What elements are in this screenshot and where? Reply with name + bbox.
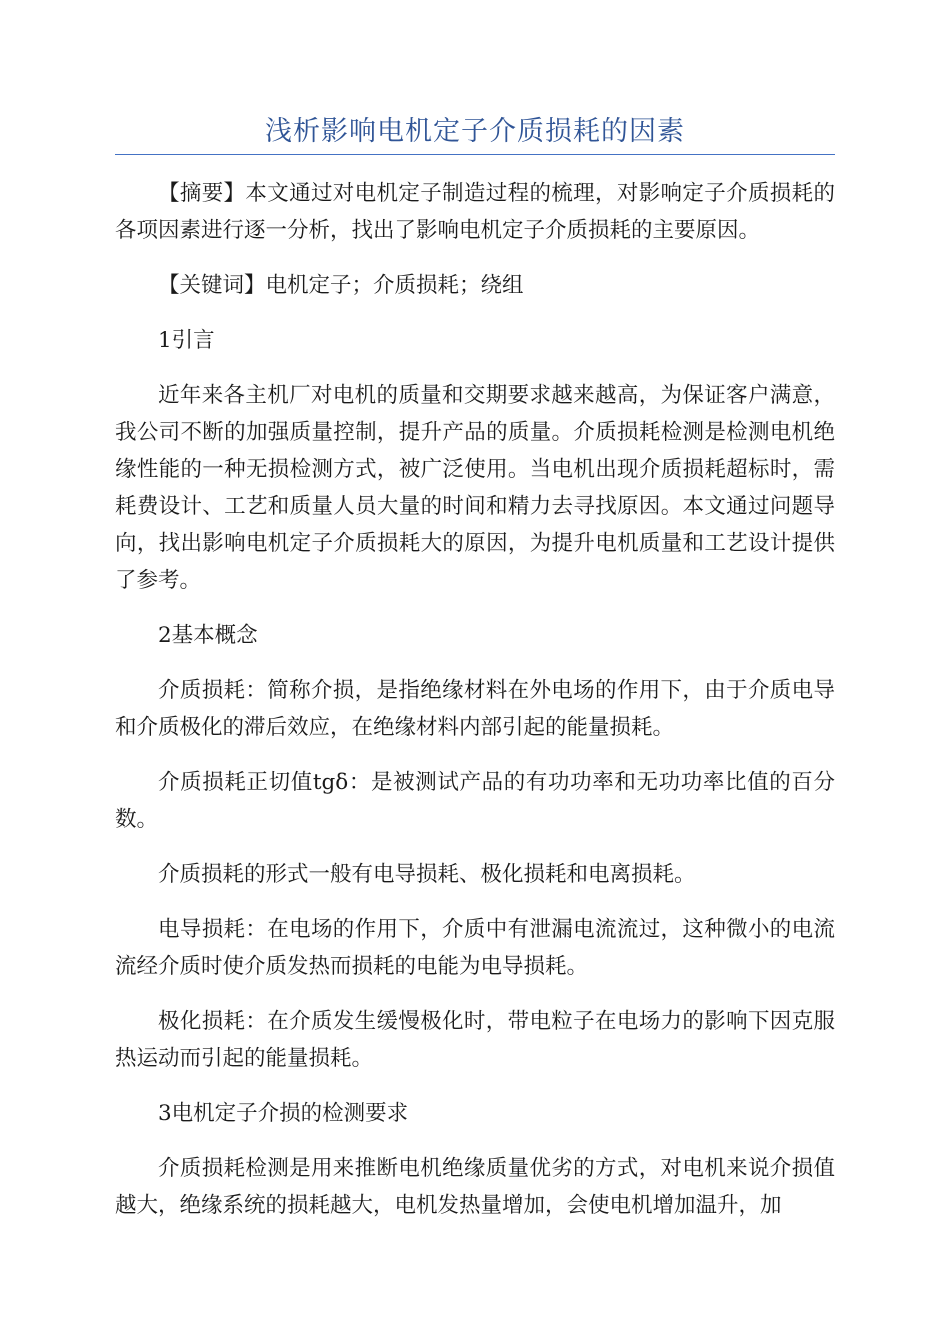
body-paragraph: 介质损耗正切值tgδ：是被测试产品的有功功率和无功功率比值的百分数。 bbox=[115, 770, 835, 832]
body-paragraph: 介质损耗：简称介损，是指绝缘材料在外电场的作用下，由于介质电导和介质极化的滞后效应，在绝缘材料内部引起的能量损耗。 bbox=[115, 678, 835, 740]
abstract-paragraph: 【摘要】本文通过对电机定子制造过程的梳理，对影响定子介质损耗的各项因素进行逐一分析，找出了影响电机定子介质损耗的主要原因。 bbox=[115, 181, 835, 243]
keywords-paragraph: 【关键词】电机定子；介质损耗；绕组 bbox=[158, 273, 524, 298]
section-heading-detection-requirements: 3电机定子介损的检测要求 bbox=[158, 1101, 409, 1126]
document-title: 浅析影响电机定子介质损耗的因素 bbox=[265, 116, 685, 147]
body-paragraph: 电导损耗：在电场的作用下，介质中有泄漏电流流过，这种微小的电流流经介质时使介质发热而损耗的电能为电导损耗。 bbox=[115, 917, 835, 979]
document-body bbox=[115, 175, 835, 1242]
section-heading-basic-concepts: 2基本概念 bbox=[158, 623, 258, 648]
body-paragraph: 介质损耗的形式一般有电导损耗、极化损耗和电离损耗。 bbox=[158, 862, 696, 887]
body-paragraph: 近年来各主机厂对电机的质量和交期要求越来越高，为保证客户满意，我公司不断的加强质量控制，提升产品的质量。介质损耗检测是检测电机绝缘性能的一种无损检测方式，被广泛使用。当电机出现介质损耗超标时，需耗费设计、工艺和质量人员大量的时间和精力去寻找原因。本文通过问题导向，找出影响电机定子介质损耗大的原因，为提升电机质量和工艺设计提供了参考。 bbox=[115, 383, 835, 593]
title-underline bbox=[115, 154, 835, 155]
body-paragraph: 极化损耗：在介质发生缓慢极化时，带电粒子在电场力的影响下因克服热运动而引起的能量损耗。 bbox=[115, 1009, 835, 1071]
section-heading-introduction: 1引言 bbox=[158, 328, 215, 353]
body-paragraph: 介质损耗检测是用来推断电机绝缘质量优劣的方式，对电机来说介损值越大，绝缘系统的损耗越大，电机发热量增加，会使电机增加温升，加 bbox=[115, 1156, 835, 1218]
